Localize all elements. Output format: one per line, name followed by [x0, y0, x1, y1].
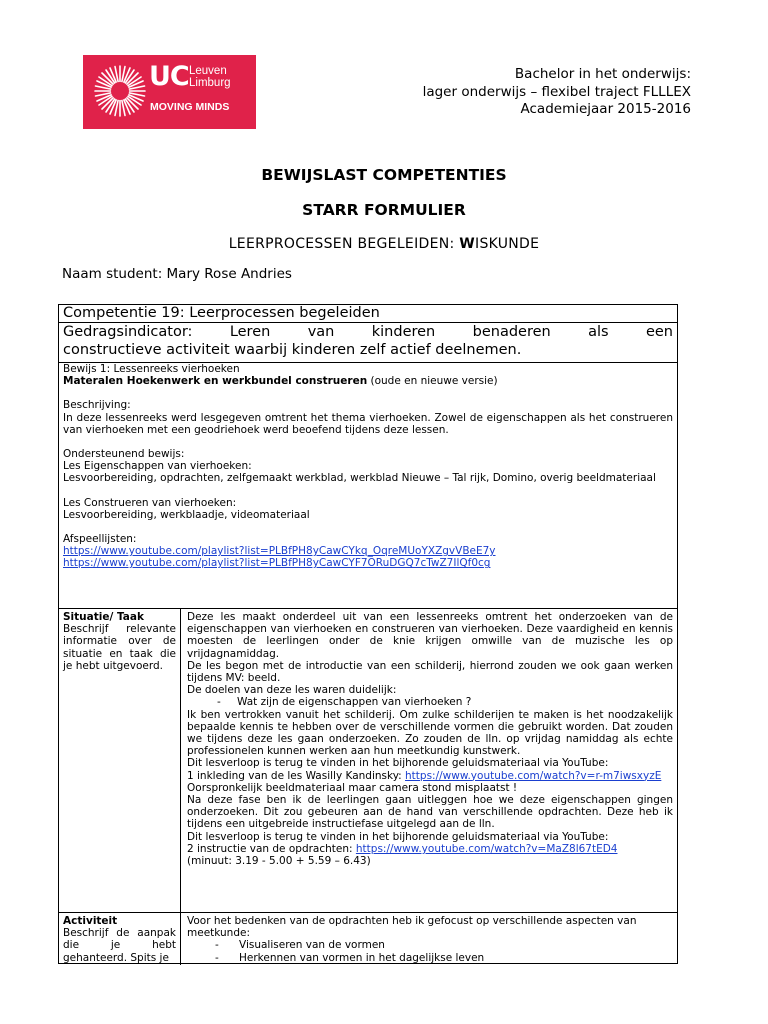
construeren-label: Les Construeren van vierhoeken: — [63, 496, 237, 509]
situatie-heading: Situatie/ Taak — [63, 611, 144, 623]
logo-line-limburg: Limburg — [189, 77, 231, 89]
proof-title-rest: (oude en nieuwe versie) — [367, 375, 498, 388]
activiteit-content-cell — [181, 913, 677, 965]
youtube-link-1[interactable]: https://www.youtube.com/watch?v=r-m7iwsxyzE — [405, 769, 662, 782]
proof-bewijs: Bewijs 1: Lessenreeks vierhoeken — [63, 363, 240, 375]
activiteit-p1: Voor het bedenken van de opdrachten heb ik gefocust op verschillende aspecten van meetkunde: — [187, 915, 637, 940]
document-topic — [0, 236, 768, 252]
eigenschappen-items: Lesvoorbereiding, opdrachten, zelfgemaakt werkblad, werkblad Nieuwe – Tal rijk, Domino, overig beeldmateriaal — [63, 472, 656, 485]
gedragsindicator-row — [59, 323, 677, 363]
beschrijving-text: In deze lessenreeks werd lesgegeven omtrent het thema vierhoeken. Zowel de eigenschappen als het construeren van vierhoeken met een geodriehoek werd beoefend tijdens deze lessen. — [63, 411, 673, 436]
beschrijving-label: Beschrijving: — [63, 399, 131, 412]
activiteit-bullet-2-text: Herkennen van vormen in het dagelijkse leven — [239, 951, 485, 964]
situatie-p4: Ik ben vertrokken vanuit het schilderij. Om zulke schilderijen te maken is het noodzakelijk bepaalde kennis te hebben over de verschillende vormen die gebruikt worden. Dat zouden we tijdens deze les gaan onderzoeken. Zo zouden de lln. op vrijdag namiddag als echte professionelen kunnen werken aan hun meetkundig kunstwerk. — [187, 708, 673, 758]
situatie-p1: Deze les maakt onderdeel uit van een lessenreeks omtrent het onderzoeken van de eigenschappen van vierhoeken en construeren van vierhoeken. Deze vaardigheid en kennis moesten de leerlingen onder de knie krijgen omwille van de muzische les op vrijdagnamiddag. — [187, 611, 673, 660]
situatie-content-cell — [181, 609, 677, 912]
activiteit-heading: Activiteit — [63, 915, 118, 927]
proof-cell — [59, 363, 677, 609]
activiteit-row — [59, 913, 677, 965]
logo-uc-text: UC — [149, 61, 189, 92]
activiteit-description: Beschrijf de aanpak die je hebt gehanteerd. Spits je — [63, 927, 176, 964]
playlist-link-2[interactable]: https://www.youtube.com/playlist?list=PLBfPH8yCawCYF7ORuDGQ7cTwZ7IlQf0cg — [63, 557, 491, 570]
situatie-bullet — [187, 696, 673, 708]
construeren-items: Lesvoorbereiding, werkblaadje, videomateriaal — [63, 508, 310, 521]
situatie-description: Beschrijf relevante informatie over de situatie en taak die je hebt uitgevoerd. — [63, 623, 176, 672]
situatie-p11: (minuut: 3.19 - 5.00 + 5.59 – 6.43) — [187, 855, 371, 868]
document-subtitle: STARR FORMULIER — [302, 201, 466, 219]
uc-leuven-limburg-logo — [83, 55, 256, 129]
situatie-label-cell — [59, 609, 181, 912]
eigenschappen-label: Les Eigenschappen van vierhoeken: — [63, 460, 252, 473]
situatie-p6-prefix: 1 inkleding van de les Wasilly Kandinsky: — [187, 769, 406, 782]
activiteit-label-cell — [59, 913, 181, 965]
program-header — [423, 66, 691, 119]
sunburst-icon — [93, 64, 147, 118]
topic-rest: ISKUNDE — [475, 236, 540, 252]
situatie-bullet-text: Wat zijn de eigenschappen van vierhoeken ? — [237, 696, 472, 709]
activiteit-bullet-1-text: Visualiseren van de vormen — [239, 939, 385, 952]
document-title: BEWIJSLAST COMPETENTIES — [261, 166, 507, 184]
topic-bold-letter: W — [459, 236, 476, 252]
topic-prefix: LEERPROCESSEN BEGELEIDEN: — [228, 236, 460, 252]
playlist-link-1[interactable]: https://www.youtube.com/playlist?list=PLBfPH8yCawCYkq_OqreMUoYXZgvVBeE7y — [63, 545, 496, 558]
situatie-p9: Dit lesverloop is terug te vinden in het bijhorende geluidsmateriaal via YouTube: — [187, 830, 609, 843]
situatie-p10 — [187, 843, 673, 855]
program-line-3: Academiejaar 2015-2016 — [520, 101, 691, 117]
situatie-p6 — [187, 770, 673, 782]
student-name: Naam student: Mary Rose Andries — [62, 266, 292, 282]
program-line-2: lager onderwijs – flexibel traject FLLLEX — [422, 83, 691, 100]
starr-table — [58, 304, 678, 964]
logo-line-leuven: Leuven — [189, 65, 227, 77]
situatie-p8: Na deze fase ben ik de leerlingen gaan uitleggen hoe we deze eigenschappen gingen onderzoeken. Dit zou gebeuren aan de hand van verschillende opdrachten. Deze heb ik tijdens een uitgebreide instructiefase uitgelegd aan de lln. — [187, 794, 673, 831]
logo-location-text — [189, 65, 231, 89]
situatie-p7: Oorspronkelijk beeldmateriaal maar camera stond misplaatst ! — [187, 781, 518, 794]
gedragsindicator-line-1: Gedragsindicator: Leren van kinderen benaderen als een — [63, 324, 673, 340]
youtube-link-2[interactable]: https://www.youtube.com/watch?v=MaZ8l67tED4 — [355, 842, 618, 855]
competentie-row: Competentie 19: Leerprocessen begeleiden — [59, 305, 677, 323]
program-line-1: Bachelor in het onderwijs: — [514, 66, 691, 82]
situatie-p5: Dit lesverloop is terug te vinden in het bijhorende geluidsmateriaal via YouTube: — [187, 757, 609, 770]
gedragsindicator-line-2: constructieve activiteit waarbij kinderen zelf actief deelnemen. — [63, 342, 522, 358]
ondersteunend-label: Ondersteunend bewijs: — [63, 448, 185, 461]
activiteit-bullet-2 — [187, 952, 673, 964]
activiteit-bullet-1 — [187, 939, 673, 951]
situatie-p2: De les begon met de introductie van een schilderij, hierrond zouden we ook gaan werken tijdens MV: beeld. — [187, 659, 673, 685]
situatie-p10-prefix: 2 instructie van de opdrachten: — [187, 842, 356, 855]
logo-tagline: MOVING MINDS — [150, 101, 230, 113]
situatie-p3: De doelen van deze les waren duidelijk: — [187, 684, 397, 697]
proof-title-bold: Materalen Hoekenwerk en werkbundel construeren — [63, 375, 368, 388]
playlist-label: Afspeellijsten: — [63, 533, 137, 546]
situatie-row — [59, 609, 677, 913]
proof-title — [63, 375, 673, 387]
